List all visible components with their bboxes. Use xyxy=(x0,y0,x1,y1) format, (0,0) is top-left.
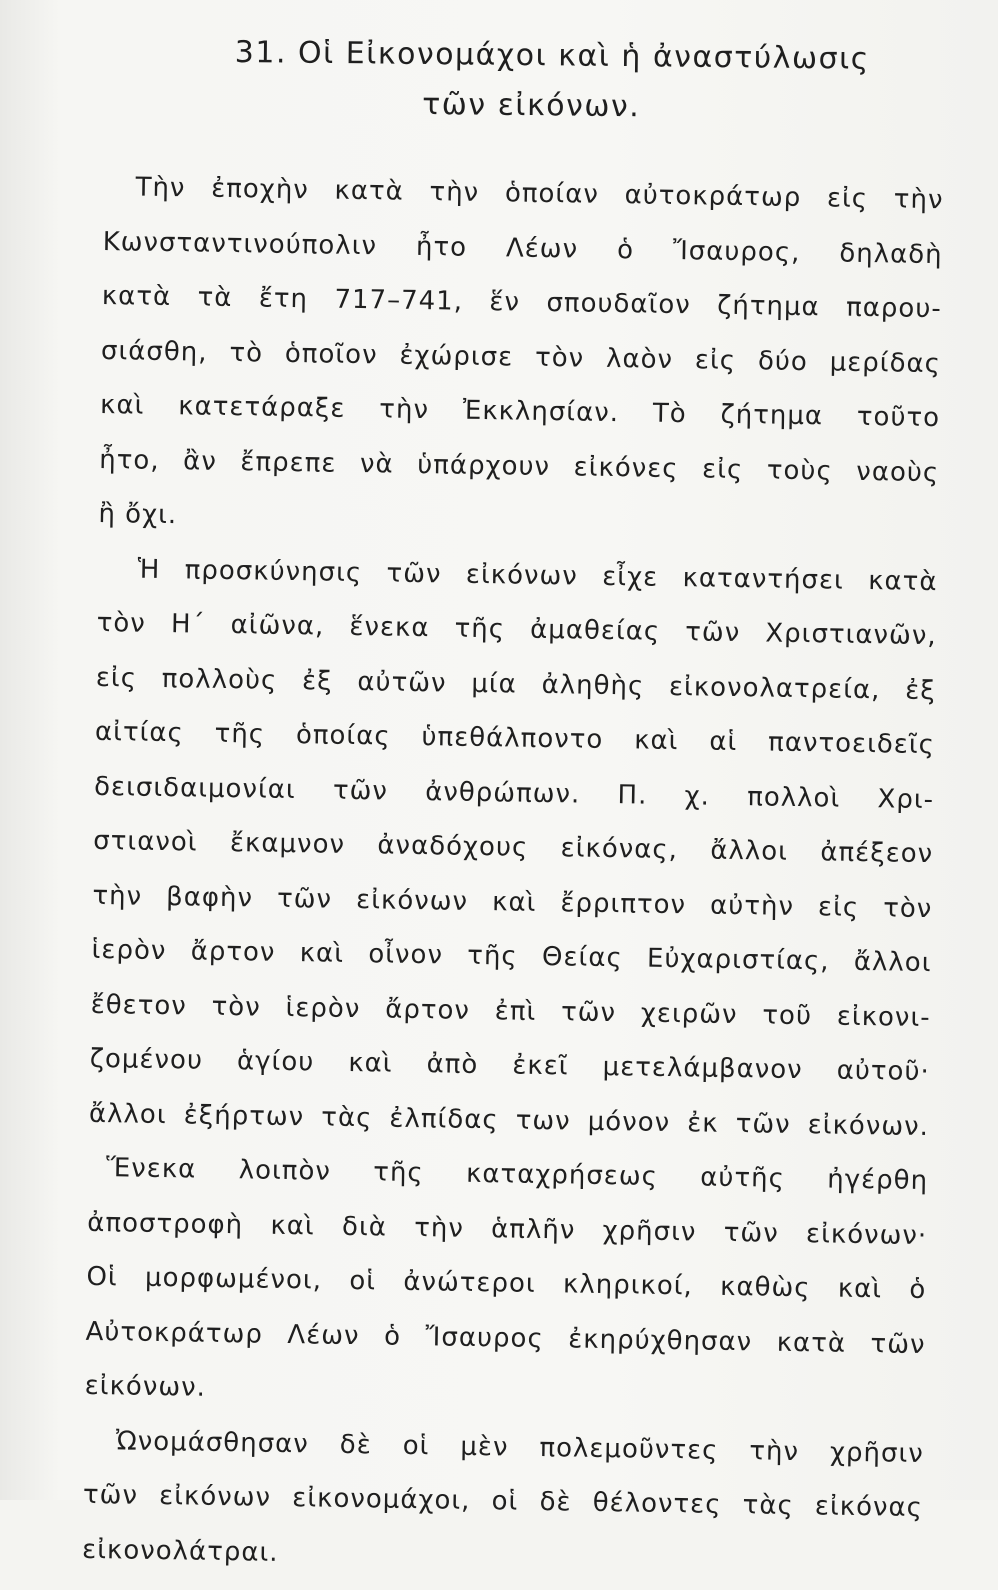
text-line: στιανοὶ ἔκαμνον ἀναδόχους εἰκόνας, ἄλλοι ἀπέξεον xyxy=(93,825,934,870)
text-line: εἰκονολάτραι. xyxy=(81,1534,279,1568)
text-line: εἰκόνων. xyxy=(84,1370,207,1403)
text-line: τῶν εἰκόνων εἰκονομάχοι, οἱ δὲ θέλοντες τὰς εἰκόνας xyxy=(82,1479,924,1524)
text-line: ἱερὸν ἄρτον καὶ οἶνον τῆς Θείας Εὐχαριστίας, ἄλλοι xyxy=(91,934,932,979)
text-line: Οἱ μορφωμένοι, οἱ ἀνώτεροι κληρικοί, καθὼς καὶ ὁ xyxy=(86,1261,927,1306)
text-line: αἰτίας τῆς ὁποίας ὑπεθάλποντο καὶ αἱ παντοειδεῖς xyxy=(94,716,936,761)
text-line: Ἡ προσκύνησις τῶν εἰκόνων εἶχε καταντήσει κατὰ xyxy=(137,554,938,597)
text-line: δεισιδαιμονίαι τῶν ἀνθρώπων. Π. χ. πολλοὶ Χρι- xyxy=(93,771,935,815)
text-line: τὴν βαφὴν τῶν εἰκόνων καὶ ἔρριπτον αὐτὴν εἰς τὸν xyxy=(92,880,933,924)
text-line: ἀποστροφὴ καὶ διὰ τὴν ἁπλῆν χρῆσιν τῶν εἰκόνων· xyxy=(87,1207,928,1251)
text-line: ἢ ὄχι. xyxy=(98,498,178,531)
text-line: ἦτο, ἂν ἔπρεπε νὰ ὑπάρχουν εἰκόνες εἰς τοὺς ναοὺς xyxy=(99,444,940,488)
text-line: ἔθετον τὸν ἱερὸν ἄρτον ἐπὶ τῶν χειρῶν τοῦ εἰκονι- xyxy=(90,989,931,1033)
text-line: Ὠνομάσθησαν δὲ οἱ μὲν πολεμοῦντες τὴν χρῆσιν xyxy=(115,1425,925,1469)
text-line: Κωνσταντινούπολιν ἦτο Λέων ὁ Ἴσαυρος, δηλαδὴ xyxy=(102,226,943,270)
text-line: τὸν Η΄ αἰῶνα, ἕνεκα τῆς ἀμαθείας τῶν Χριστιανῶν, xyxy=(96,607,937,652)
chapter-title-line-2: τῶν εἰκόνων. xyxy=(422,86,641,125)
text-line: Ἕνεκα λοιπὸν τῆς καταχρήσεως αὐτῆς ἠγέρθη xyxy=(105,1153,929,1197)
text-line: εἰς πολλοὺς ἐξ αὐτῶν μία ἀληθὴς εἰκονολατρεία, ἐξ xyxy=(95,662,937,706)
text-line: καὶ κατετάραξε τὴν Ἐκκλησίαν. Τὸ ζήτημα τοῦτο xyxy=(99,389,941,434)
text-line: σιάσθη, τὸ ὁποῖον ἐχώρισε τὸν λαὸν εἰς δύο μερίδας xyxy=(100,335,942,379)
text-line: κατὰ τὰ ἔτη 717–741, ἕν σπουδαῖον ζήτημα παρου- xyxy=(101,280,942,325)
chapter-title xyxy=(234,28,870,135)
text-line: Αὐτοκράτωρ Λέων ὁ Ἴσαυρος ἐκηρύχθησαν κατὰ τῶν xyxy=(85,1316,926,1360)
text-line: ἄλλοι ἐξήρτων τὰς ἐλπίδας των μόνον ἐκ τῶν εἰκόνων. xyxy=(88,1098,930,1142)
body-text xyxy=(82,160,944,1590)
text-line: ζομένου ἁγίου καὶ ἀπὸ ἐκεῖ μετελάμβανον αὐτοῦ· xyxy=(89,1043,931,1088)
text-line: Τὴν ἐποχὴν κατὰ τὴν ὁποίαν αὐτοκράτωρ εἰς τὴν xyxy=(135,172,944,216)
chapter-title-line-1: 31. Οἱ Εἰκονομάχοι καὶ ἡ ἀναστύλωσις xyxy=(234,34,871,77)
